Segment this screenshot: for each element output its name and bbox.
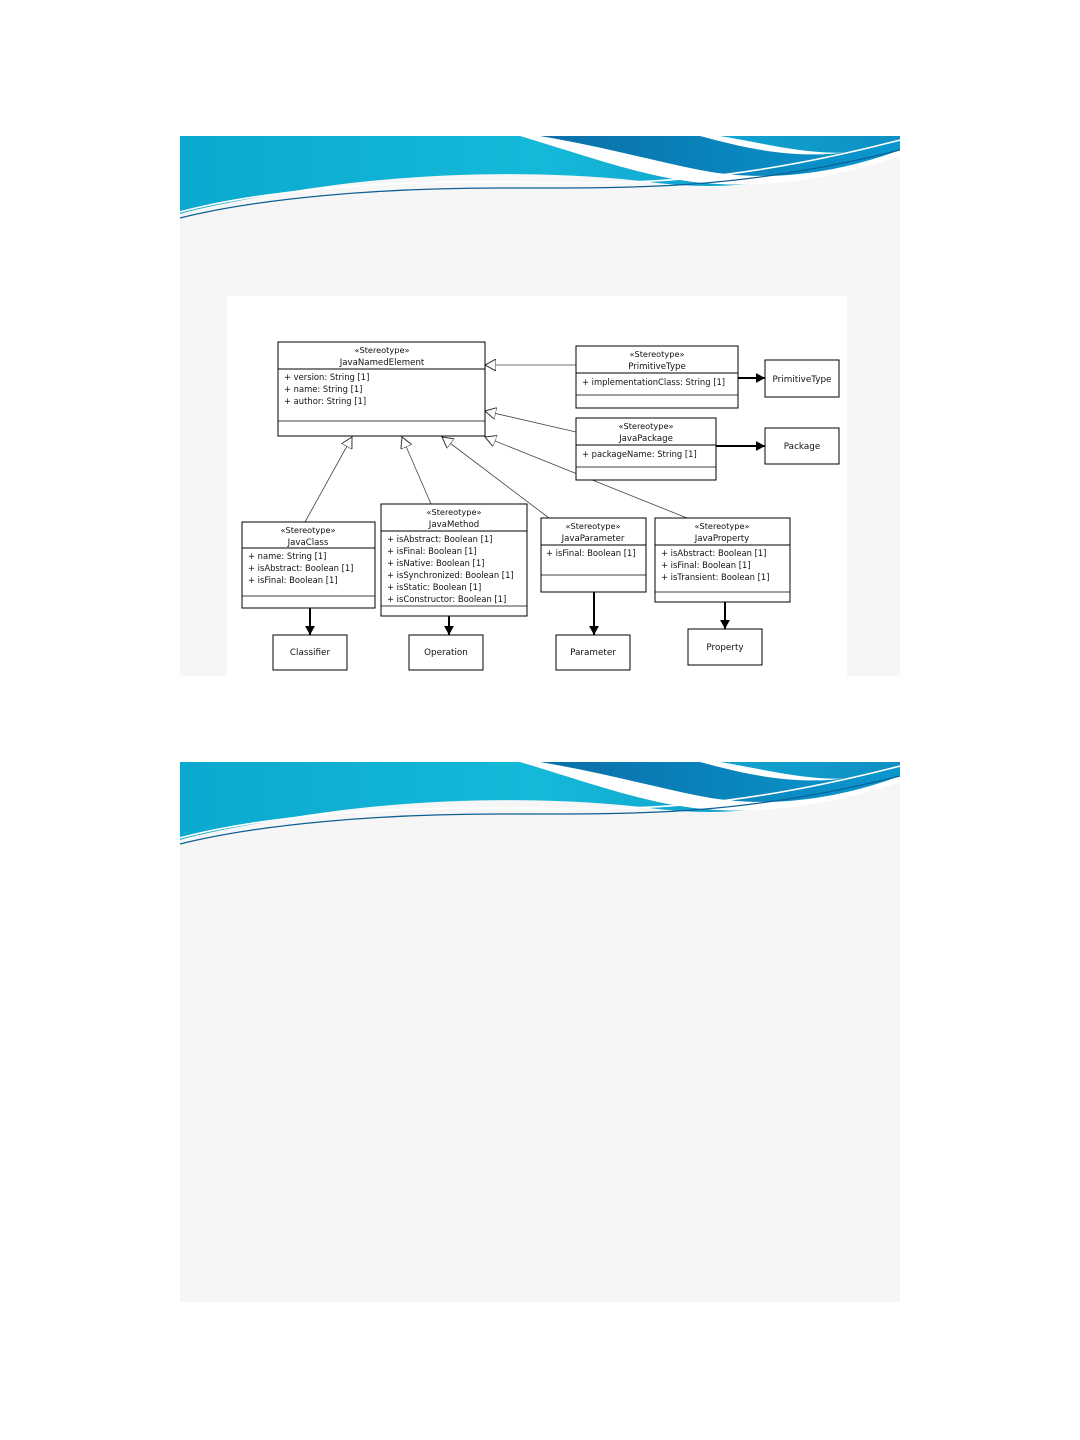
- metaclass-property: [688, 629, 762, 665]
- javamethod-attribute: + isSynchronized: Boolean [1]: [387, 570, 514, 580]
- javaclass-name: JavaClass: [287, 538, 329, 548]
- javanamedelement-attribute: + version: String [1]: [284, 372, 370, 382]
- primitivetype-name: PrimitiveType: [628, 362, 686, 372]
- javaproperty-attribute: + isFinal: Boolean [1]: [661, 560, 751, 570]
- metaclass-package: [765, 428, 839, 464]
- javanamedelement-attribute: + author: String [1]: [284, 396, 367, 406]
- metaclass-primitivetype: [765, 360, 839, 397]
- javapackage-name: JavaPackage: [619, 434, 673, 444]
- javanamedelement-name: JavaNamedElement: [339, 358, 425, 368]
- stereotype-javaclass: [242, 522, 375, 608]
- javamethod-attribute: + isFinal: Boolean [1]: [387, 546, 477, 556]
- metaclass-parameter: [556, 635, 630, 670]
- metaclass-operation-name: Operation: [424, 648, 468, 658]
- javamethod-attribute: + isStatic: Boolean [1]: [387, 582, 482, 592]
- javamethod-attribute: + isAbstract: Boolean [1]: [387, 534, 493, 544]
- stereotype-javaproperty: [655, 518, 790, 602]
- metaclass-operation: [409, 635, 483, 670]
- javaproperty-name: JavaProperty: [694, 534, 750, 544]
- javaclass-attribute: + isFinal: Boolean [1]: [248, 575, 338, 585]
- metaclass-classifier-name: Classifier: [289, 648, 331, 658]
- metaclass-primitivetype-name: PrimitiveType: [772, 375, 832, 385]
- javamethod-attribute: + isConstructor: Boolean [1]: [387, 594, 507, 604]
- generalization-javapackage: [485, 411, 576, 432]
- primitivetype-stereotype-label: «Stereotype»: [629, 349, 685, 359]
- slide-2: [180, 762, 900, 1302]
- javamethod-stereotype-label: «Stereotype»: [426, 507, 482, 517]
- metaclass-classifier: [273, 635, 347, 670]
- javanamedelement-attribute: + name: String [1]: [284, 384, 363, 394]
- javapackage-stereotype-label: «Stereotype»: [618, 421, 674, 431]
- javaparameter-stereotype-label: «Stereotype»: [565, 521, 621, 531]
- javaproperty-attribute: + isTransient: Boolean [1]: [661, 572, 770, 582]
- primitivetype-attribute: + implementationClass: String [1]: [582, 377, 726, 387]
- metaclass-package-name: Package: [783, 442, 821, 452]
- javaparameter-attribute: + isFinal: Boolean [1]: [546, 548, 636, 558]
- uml-profile-diagram: [227, 296, 847, 676]
- javaclass-attribute: + name: String [1]: [248, 551, 327, 561]
- stereotype-javanamedelement: [278, 342, 485, 436]
- javanamedelement-stereotype-label: «Stereotype»: [354, 345, 410, 355]
- stereotype-javamethod: [381, 504, 527, 616]
- uml-diagram-canvas: [227, 296, 847, 676]
- javapackage-attribute: + packageName: String [1]: [582, 449, 697, 459]
- javaproperty-stereotype-label: «Stereotype»: [694, 521, 750, 531]
- generalization-javaclass: [305, 437, 352, 522]
- wave-banner: [180, 762, 900, 852]
- slide-1: [180, 136, 900, 676]
- javamethod-name: JavaMethod: [428, 520, 480, 530]
- javaclass-stereotype-label: «Stereotype»: [280, 525, 336, 535]
- javaparameter-name: JavaParameter: [561, 534, 625, 544]
- stereotype-javaparameter: [541, 518, 646, 592]
- stereotype-primitivetype: [576, 346, 738, 408]
- metaclass-parameter-name: Parameter: [570, 648, 616, 658]
- javaclass-attribute: + isAbstract: Boolean [1]: [248, 563, 354, 573]
- stereotype-javapackage: [576, 418, 716, 480]
- generalization-javamethod: [402, 437, 431, 504]
- javamethod-attribute: + isNative: Boolean [1]: [387, 558, 485, 568]
- wave-banner: [180, 136, 900, 226]
- metaclass-property-name: Property: [706, 643, 744, 653]
- javaproperty-attribute: + isAbstract: Boolean [1]: [661, 548, 767, 558]
